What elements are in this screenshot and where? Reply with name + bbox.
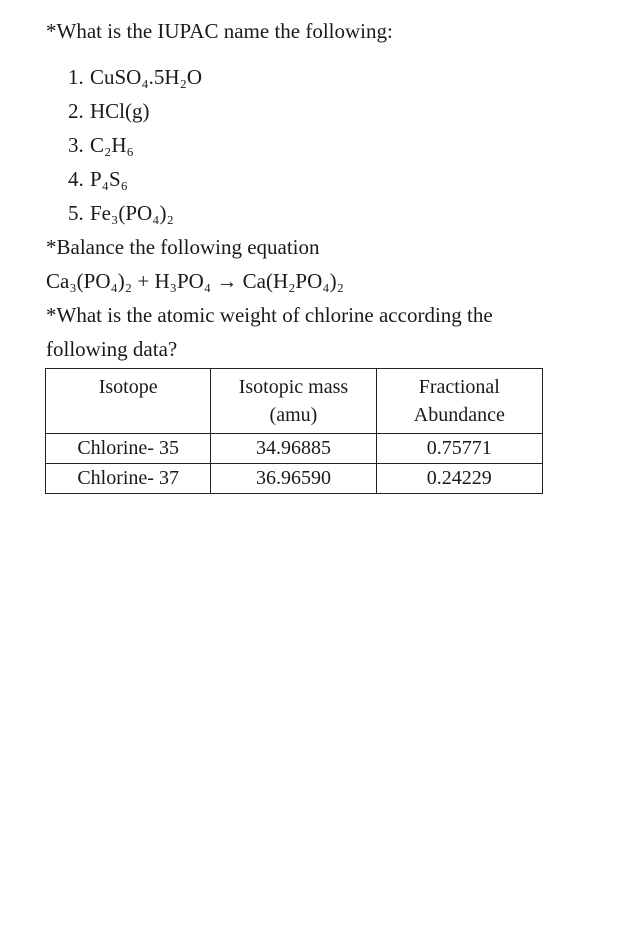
header-isotope: Isotope xyxy=(46,369,211,434)
table-row xyxy=(46,434,543,464)
formula: C₂H₆ xyxy=(90,133,134,157)
formula-list xyxy=(68,67,202,237)
formula: P₄S₆ xyxy=(90,167,129,191)
formula: CuSO₄.5H₂O xyxy=(90,65,203,89)
isotope-table xyxy=(45,368,543,494)
cell-isotope: Chlorine- 37 xyxy=(46,464,211,494)
header-isotopic-mass xyxy=(211,369,376,434)
question-atomic-weight-cont: following data? xyxy=(46,337,178,361)
cell-abundance: 0.75771 xyxy=(376,434,542,464)
cell-isotope: Chlorine- 35 xyxy=(46,434,211,464)
question-atomic-weight: *What is the atomic weight of chlorine according the xyxy=(46,303,493,327)
formula: HCl(g) xyxy=(90,99,150,123)
table-header-row xyxy=(46,369,543,434)
question-iupac: *What is the IUPAC name the following: xyxy=(46,19,393,43)
header-fractional-abundance-text: Fractional Abundance xyxy=(413,376,505,426)
list-item: 5. Fe₃(PO₄)₂ xyxy=(68,201,174,225)
cell-abundance: 0.24229 xyxy=(376,464,542,494)
list-item: 1. CuSO₄.5H₂O xyxy=(68,65,203,89)
header-isotopic-mass-text: Isotopic mass (amu) xyxy=(238,376,349,426)
table-row xyxy=(46,464,543,494)
cell-mass: 34.96885 xyxy=(211,434,376,464)
list-item: 2. HCl(g) xyxy=(68,99,150,123)
equation: Ca₃(PO₄)₂ + H₃PO₄ → Ca(H₂PO₄)₂ xyxy=(46,269,344,293)
list-item: 3. C₂H₆ xyxy=(68,133,134,157)
list-item: 4. P₄S₆ xyxy=(68,167,129,191)
formula: Fe₃(PO₄)₂ xyxy=(90,201,174,225)
question-balance: *Balance the following equation xyxy=(46,235,320,259)
cell-mass: 36.96590 xyxy=(211,464,376,494)
header-fractional-abundance xyxy=(376,369,542,434)
